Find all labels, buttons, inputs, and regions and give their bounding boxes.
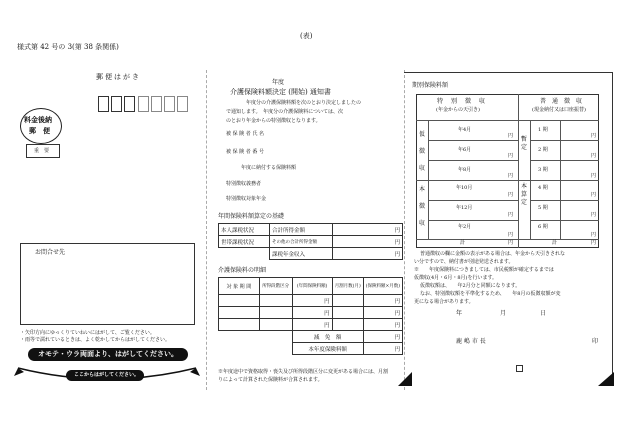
month-4: 年10月 bbox=[456, 185, 473, 191]
stamp-line2: 郵 便 bbox=[29, 126, 50, 135]
peel-banner bbox=[28, 348, 188, 361]
important-box bbox=[26, 144, 60, 158]
period-6: 6 期 bbox=[538, 224, 548, 230]
postal-box bbox=[111, 96, 122, 112]
basis-r2c: 円 bbox=[333, 236, 403, 248]
normal-yen: 円 bbox=[591, 133, 597, 139]
basis-table bbox=[218, 223, 403, 260]
notice-body-3: のとおり年金からの特別徴収となります。 bbox=[226, 118, 321, 124]
postcard-title: 郵便はがき bbox=[96, 73, 141, 81]
note-4: 仮徴収(4月・6月・8月)を行います。 bbox=[414, 275, 498, 281]
stamp-line1: 料金後納 bbox=[24, 115, 52, 124]
note-3: ※ 年度保険料につきましては、市民税額が確定するまでは bbox=[414, 267, 554, 273]
notice-body-2: で通知します。 年度分の介護保険料については、次 bbox=[226, 109, 344, 115]
note-wet: ・雨等で濡れているときは、よく乾かしてからはがしてください。 bbox=[20, 337, 171, 343]
row-line bbox=[428, 140, 518, 141]
row-line bbox=[530, 200, 599, 201]
detail-yen: 円 bbox=[363, 331, 402, 343]
normal-main-char-2: 算 bbox=[521, 191, 528, 198]
row-line bbox=[530, 140, 599, 141]
postal-box bbox=[98, 96, 109, 112]
normal-yen: 円 bbox=[591, 232, 597, 238]
normal-yen: 円 bbox=[591, 153, 597, 159]
basis-r3c: 円 bbox=[333, 248, 403, 260]
row-line bbox=[416, 180, 518, 181]
period-1: 1 期 bbox=[538, 127, 548, 133]
detail-cell bbox=[219, 319, 260, 331]
prov-char-2: 徴 bbox=[419, 148, 426, 155]
normal-main-char-1: 本 bbox=[521, 183, 528, 190]
table-row bbox=[219, 319, 403, 331]
detail-yen: 円 bbox=[292, 295, 332, 307]
basis-r2b: その他の合計所得金額 bbox=[270, 236, 333, 248]
detail-table bbox=[218, 277, 403, 355]
date-month: 月 bbox=[500, 310, 507, 317]
schedule-table bbox=[416, 94, 599, 248]
detail-h-annual: (年間保険料額) bbox=[292, 278, 332, 295]
period-3: 3 期 bbox=[538, 167, 548, 173]
basis-r1c: 円 bbox=[333, 224, 403, 236]
basis-title: 年間保険料額算定の基礎 bbox=[218, 213, 285, 220]
table-row bbox=[219, 295, 403, 307]
inquiry-box bbox=[20, 243, 195, 325]
detail-yen: 円 bbox=[363, 295, 402, 307]
normal-prov-char-1: 暫 bbox=[521, 136, 528, 143]
detail-yen: 円 bbox=[363, 319, 402, 331]
row-line bbox=[428, 220, 518, 221]
special-total-yen: 円 bbox=[508, 240, 514, 246]
postal-box bbox=[164, 96, 175, 112]
insured-number-label: 被 保 険 者 番 号 bbox=[226, 149, 264, 155]
detail-h-stage: 所得段階区分 bbox=[259, 278, 292, 295]
note-1: 普通徴収の欄に金額の表示がある場合は、年金から天引きされな bbox=[420, 251, 566, 257]
normal-sub: (現金納付又は口座振替) bbox=[532, 107, 586, 113]
detail-cell bbox=[259, 307, 292, 319]
special-yen: 円 bbox=[508, 192, 514, 198]
normal-main-char-3: 定 bbox=[521, 199, 528, 206]
note-6: なお、特別徴収額を平準化するため、 年8月の仮徴収額が変 bbox=[420, 291, 561, 297]
date-year: 年 bbox=[456, 310, 463, 317]
special-yen: 円 bbox=[508, 173, 514, 179]
detail-cell bbox=[219, 307, 260, 319]
table-row bbox=[219, 224, 403, 236]
row-line bbox=[518, 180, 599, 181]
seal: 印 bbox=[592, 338, 599, 345]
period-5: 5 期 bbox=[538, 205, 548, 211]
detail-cell bbox=[219, 331, 260, 343]
table-row bbox=[219, 331, 403, 343]
special-total: 計 bbox=[460, 240, 466, 246]
detail-cell bbox=[259, 295, 292, 307]
detail-h-months: 月割月数(月) bbox=[332, 278, 363, 295]
inquiry-label: お問合せ先 bbox=[35, 249, 66, 256]
basis-r2a: 世帯課税状況 bbox=[219, 236, 270, 248]
detail-total: 本年度保険料額 bbox=[292, 343, 363, 355]
footnote-1: ※年度途中で資格取得・喪失及び所得段階区分に変更がある場合には、月割 bbox=[218, 369, 389, 375]
footnote-2: りによって計算された保険料が合算されます。 bbox=[218, 377, 323, 383]
basis-r3a bbox=[219, 248, 270, 260]
basis-r3b: 課税年金収入 bbox=[270, 248, 333, 260]
month-5: 年12月 bbox=[456, 205, 473, 211]
note-peel-slowly: ・矢印方向にゆっくりていねいにはがして、ご覧ください。 bbox=[20, 330, 155, 336]
prov-char-1: 仮 bbox=[419, 131, 426, 138]
peel-here-tag[interactable] bbox=[66, 370, 144, 381]
peel-banner-label: オモテ・ウラ両面より、はがしてください。 bbox=[38, 350, 178, 358]
notice-title: 介護保険料額決定 (開始) 通知書 bbox=[230, 88, 331, 96]
schedule-header-line bbox=[416, 120, 599, 121]
note-2: い分ですので、納付書が別途発送されます。 bbox=[414, 259, 514, 265]
note-7: 更になる場合があります。 bbox=[414, 299, 474, 305]
postal-box bbox=[151, 96, 162, 112]
pension-label: 特別徴収対象年金 bbox=[226, 196, 267, 202]
normal-yen: 円 bbox=[591, 192, 597, 198]
schedule-title: 期別保険料額 bbox=[412, 82, 449, 89]
note-5: 仮徴収額は、 年2月分と同額になります。 bbox=[420, 283, 521, 289]
postal-box bbox=[138, 96, 149, 112]
perforation-line bbox=[206, 70, 207, 390]
row-line bbox=[428, 160, 518, 161]
insured-name-label: 被 保 険 者 氏 名 bbox=[226, 131, 264, 137]
detail-yen: 円 bbox=[292, 307, 332, 319]
main-char-1: 本 bbox=[419, 186, 426, 193]
postal-box bbox=[124, 96, 135, 112]
postage-stamp bbox=[20, 108, 62, 144]
normal-prov-char-2: 定 bbox=[521, 144, 528, 151]
period-2: 2 期 bbox=[538, 147, 548, 153]
front-label: (表) bbox=[300, 32, 313, 40]
detail-reduction: 減 免 額 bbox=[292, 331, 363, 343]
date-day: 日 bbox=[540, 310, 547, 317]
check-box[interactable] bbox=[516, 365, 523, 372]
prov-char-3: 収 bbox=[419, 165, 426, 172]
month-1: 年4月 bbox=[458, 127, 472, 133]
important-label: 重 要 bbox=[34, 148, 50, 154]
corner-mark-icon bbox=[598, 372, 614, 386]
special-yen: 円 bbox=[508, 212, 514, 218]
table-row bbox=[219, 236, 403, 248]
normal-yen: 円 bbox=[591, 173, 597, 179]
detail-yen: 円 bbox=[363, 343, 402, 355]
basis-r1b: 合計所得金額 bbox=[270, 224, 333, 236]
special-sub: (年金からの天引き) bbox=[436, 107, 480, 113]
month-6: 年2月 bbox=[458, 224, 472, 230]
detail-h-period: 対 象 期 間 bbox=[219, 278, 260, 295]
mayor: 鹿 嶋 市 長 bbox=[456, 338, 486, 345]
row-line bbox=[428, 200, 518, 201]
detail-cell bbox=[219, 343, 260, 355]
row-line bbox=[530, 220, 599, 221]
table-row bbox=[219, 343, 403, 355]
schedule-split bbox=[518, 94, 519, 248]
table-row bbox=[219, 307, 403, 319]
special-yen: 円 bbox=[508, 153, 514, 159]
corner-mark-icon bbox=[398, 372, 412, 386]
table-row bbox=[219, 278, 403, 295]
period-4: 4 期 bbox=[538, 185, 548, 191]
detail-cell bbox=[259, 331, 292, 343]
detail-yen: 円 bbox=[363, 307, 402, 319]
detail-h-calc: (保険料額×月数) bbox=[363, 278, 402, 295]
special-yen: 円 bbox=[508, 232, 514, 238]
detail-cell bbox=[259, 319, 292, 331]
month-3: 年8月 bbox=[458, 167, 472, 173]
special-header: 特 別 徴 収 bbox=[437, 98, 487, 105]
detail-cell bbox=[259, 343, 292, 355]
notice-body-1: 年度分の介護保険料額を次のとおり決定しましたの bbox=[246, 100, 362, 106]
month-2: 年6月 bbox=[458, 147, 472, 153]
detail-cell bbox=[332, 307, 363, 319]
table-row bbox=[219, 248, 403, 260]
normal-total-yen: 円 bbox=[591, 240, 597, 246]
peel-here-label: ここからはがしてください。 bbox=[74, 372, 140, 378]
detail-cell bbox=[332, 295, 363, 307]
form-id: 様式第 42 号の 3(第 38 条関係) bbox=[17, 43, 119, 51]
postal-box bbox=[177, 96, 188, 112]
row-line bbox=[530, 160, 599, 161]
detail-title: 介護保険料の明細 bbox=[218, 267, 267, 274]
detail-cell bbox=[219, 295, 260, 307]
main-char-3: 収 bbox=[419, 220, 426, 227]
detail-yen: 円 bbox=[292, 319, 332, 331]
special-yen: 円 bbox=[508, 133, 514, 139]
normal-yen: 円 bbox=[591, 212, 597, 218]
notice-year: 年度 bbox=[272, 79, 285, 86]
detail-cell bbox=[332, 319, 363, 331]
basis-r1a: 本人課税状況 bbox=[219, 224, 270, 236]
main-char-2: 徴 bbox=[419, 203, 426, 210]
normal-total: 計 bbox=[552, 240, 558, 246]
annual-payment-label: 年度に納付する保険料額 bbox=[241, 165, 297, 171]
normal-header: 普 通 徴 収 bbox=[540, 98, 583, 105]
collector-label: 特別徴収義務者 bbox=[226, 181, 262, 187]
